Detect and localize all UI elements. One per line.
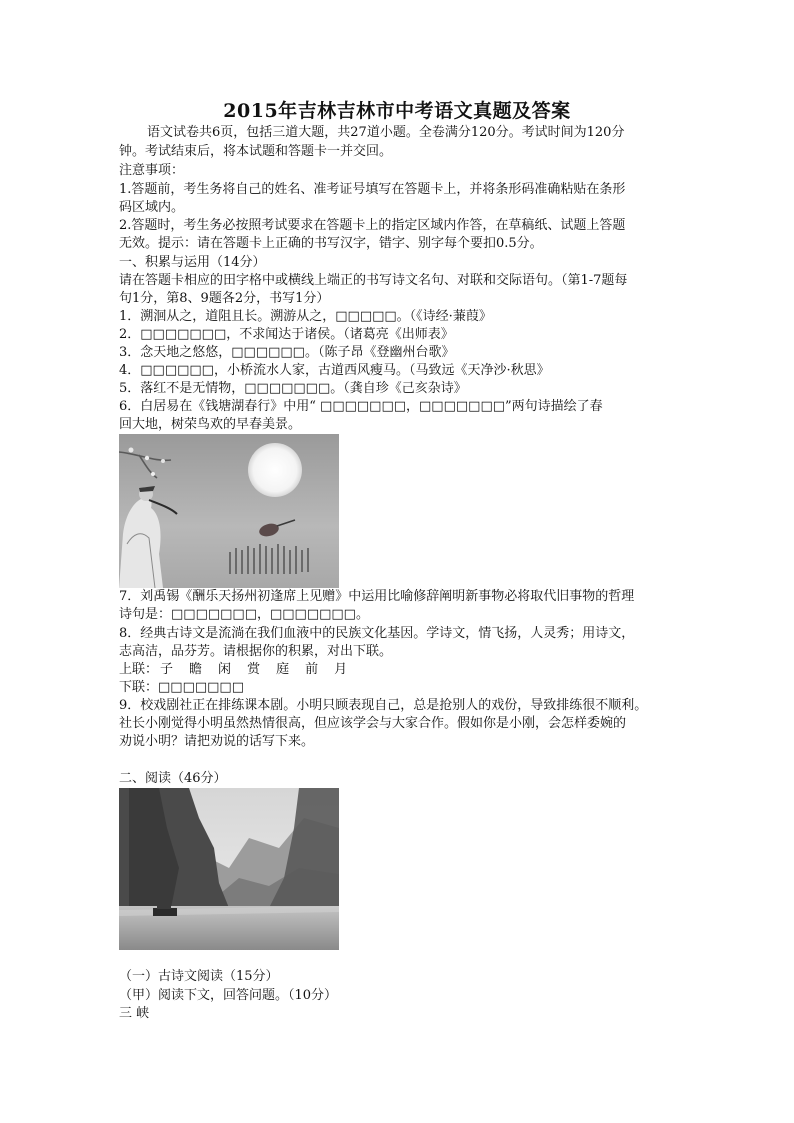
question-2: 2．□□□□□□□，不求闻达于诸侯。（诸葛亮《出师表》 xyxy=(119,327,454,342)
question-7-line-1: 7．刘禹锡《酬乐天扬州初逢席上见赠》中运用比喻修辞阐明新事物必将取代旧事物的哲理 xyxy=(119,589,635,604)
page-title: 2015年吉林吉林市中考语文真题及答案 xyxy=(223,100,571,122)
section-1-desc-1: 请在答题卡相应的田字格中或横线上端正的书写诗文名句、对联和交际语句。（第1-7题每 xyxy=(119,273,628,288)
question-9-line-3: 劝说小明？请把劝说的话写下来。 xyxy=(119,734,315,749)
moon-shape xyxy=(248,443,302,497)
notice-heading: 注意事项： xyxy=(119,163,185,178)
section-1-desc-2: 句1分，第8、9题各2分，书写1分） xyxy=(119,291,330,306)
couplet-lower: 下联：□□□□□□□ xyxy=(119,680,244,695)
notice-2-line-1: 2.答题时，考生务必按照考试要求在答题卡上的指定区域内作答，在草稿纸、试题上答题 xyxy=(119,218,626,233)
question-6-line-1: 6．白居易在《钱塘湖春行》中用“ □□□□□□□，□□□□□□□”两句诗描绘了春 xyxy=(119,399,603,414)
three-gorges-photo xyxy=(119,788,339,950)
poet-moon-illustration xyxy=(119,434,339,588)
question-8-line-1: 8．经典古诗文是流淌在我们血液中的民族文化基因。学诗文，情飞扬，人灵秀；用诗文， xyxy=(119,626,635,641)
couplet-char: 庭 xyxy=(276,662,290,677)
question-9-line-2: 社长小刚觉得小明虽然热情很高，但应该学会与大家合作。假如你是小刚，会怎样委婉的 xyxy=(119,716,627,731)
intro-line-2: 钟。考试结束后，将本试题和答题卡一并交回。 xyxy=(119,144,393,159)
couplet-upper-label: 上联： xyxy=(119,662,159,677)
question-6-line-2: 回大地，树荣鸟欢的早春美景。 xyxy=(119,417,302,432)
question-9-line-1: 9．校戏剧社正在排练课本剧。小明只顾表现自己，总是抢别人的戏份，导致排练很不顺利。 xyxy=(119,698,648,713)
text-title-sanxia: 三 峡 xyxy=(119,1006,150,1021)
notice-1-line-2: 码区域内。 xyxy=(119,200,185,215)
couplet-upper xyxy=(119,661,679,679)
section-1-heading: 一、积累与运用（14分） xyxy=(119,255,266,270)
couplet-char: 月 xyxy=(334,662,348,677)
question-1: 1．溯洄从之，道阻且长。溯游从之，□□□□□。（《诗经·蒹葭》 xyxy=(119,309,492,324)
subsection-1-heading: （一）古诗文阅读（15分） xyxy=(119,969,279,984)
question-4: 4．□□□□□□，小桥流水人家，古道西风瘦马。（马致远《天净沙·秋思》 xyxy=(119,363,550,378)
notice-2-line-2: 无效。提示：请在答题卡上正确的书写汉字，错字、别字每个要扣0.5分。 xyxy=(119,236,543,251)
subsection-1a-heading: （甲）阅读下文，回答问题。（10分） xyxy=(119,988,338,1003)
question-5: 5．落红不是无情物，□□□□□□□。（龚自珍《己亥杂诗》 xyxy=(119,381,467,396)
couplet-char: 赏 xyxy=(247,662,261,677)
couplet-char: 子 xyxy=(160,662,174,677)
couplet-char: 前 xyxy=(305,662,319,677)
question-7-line-2: 诗句是：□□□□□□□，□□□□□□□。 xyxy=(119,607,369,622)
section-2-heading: 二、阅读（46分） xyxy=(119,771,227,786)
question-3: 3．念天地之悠悠，□□□□□□。（陈子昂《登幽州台歌》 xyxy=(119,345,455,360)
notice-1-line-1: 1.答题前，考生务将自己的姓名、准考证号填写在答题卡上，并将条形码准确粘贴在条形 xyxy=(119,182,626,197)
couplet-char: 瞻 xyxy=(189,662,203,677)
couplet-char: 闲 xyxy=(218,662,232,677)
question-8-line-2: 志高洁，品芬芳。请根据你的积累，对出下联。 xyxy=(119,644,393,659)
intro-line-1: 语文试卷共6页，包括三道大题，共27道小题。全卷满分120分。考试时间为120分 xyxy=(147,125,625,140)
